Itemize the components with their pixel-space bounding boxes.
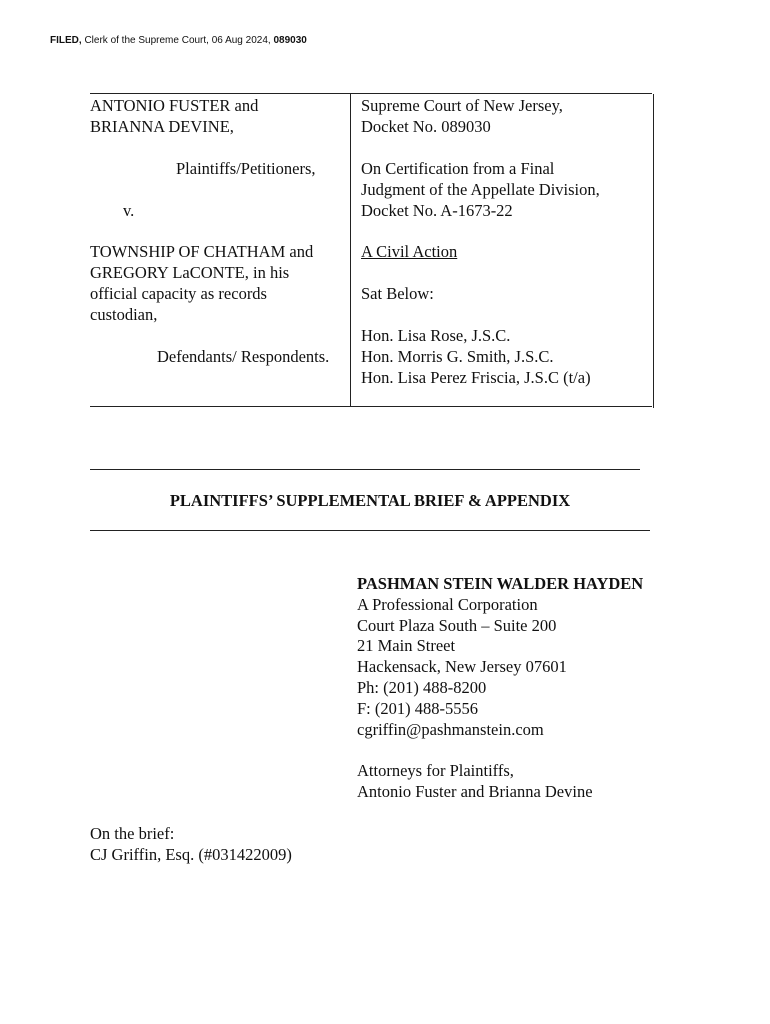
defendant-line-4: custodian, xyxy=(90,305,158,324)
filing-stamp xyxy=(50,35,307,46)
attorneys-for-line-2: Antonio Fuster and Brianna Devine xyxy=(357,781,593,801)
action-type: A Civil Action xyxy=(361,242,458,261)
attorneys-for-line-1: Attorneys for Plaintiffs, xyxy=(357,761,514,781)
firm-phone: Ph: (201) 488-8200 xyxy=(357,677,487,697)
plaintiffs-role: Plaintiffs/Petitioners, xyxy=(176,159,316,178)
firm-line-2: Court Plaza South – Suite 200 xyxy=(357,615,557,635)
firm-signature-block xyxy=(357,574,643,803)
firm-email: cgriffin@pashmanstein.com xyxy=(357,719,544,739)
judge-2: Hon. Morris G. Smith, J.S.C. xyxy=(361,347,554,366)
firm-line-1: A Professional Corporation xyxy=(357,594,538,614)
brief-title: PLAINTIFFS’ SUPPLEMENTAL BRIEF & APPENDIX xyxy=(169,491,571,510)
defendant-line-1: TOWNSHIP OF CHATHAM and xyxy=(90,242,314,261)
defendant-line-3: official capacity as records xyxy=(90,284,267,303)
plaintiff-line-2: BRIANNA DEVINE, xyxy=(90,117,234,136)
certification-line-2: Judgment of the Appellate Division, xyxy=(361,180,600,199)
judge-1: Hon. Lisa Rose, J.S.C. xyxy=(361,326,511,345)
sat-below-label: Sat Below: xyxy=(361,284,434,303)
firm-name: PASHMAN STEIN WALDER HAYDEN xyxy=(357,574,644,593)
versus: v. xyxy=(123,201,135,220)
title-rule-bottom xyxy=(90,530,650,531)
firm-fax: F: (201) 488-5556 xyxy=(357,698,478,718)
caption-right-border xyxy=(653,94,654,408)
defendant-line-2: GREGORY LaCONTE, in his xyxy=(90,263,290,282)
caption-divider xyxy=(350,94,351,406)
court-line-1: Supreme Court of New Jersey, xyxy=(361,96,563,115)
filed-docket-ref: 089030 xyxy=(273,35,307,46)
on-the-brief-block xyxy=(90,823,292,865)
defendants-role: Defendants/ Respondents. xyxy=(157,347,330,366)
title-rule-top xyxy=(90,469,640,470)
on-brief-label: On the brief: xyxy=(90,824,175,843)
firm-spacer xyxy=(357,740,643,761)
plaintiff-line-1: ANTONIO FUSTER and xyxy=(90,96,259,115)
firm-line-3: 21 Main Street xyxy=(357,636,456,656)
certification-line-3: Docket No. A-1673-22 xyxy=(361,201,513,220)
on-brief-attorney: CJ Griffin, Esq. (#031422009) xyxy=(90,845,292,864)
judge-3: Hon. Lisa Perez Friscia, J.S.C (t/a) xyxy=(361,368,591,387)
certification-line-1: On Certification from a Final xyxy=(361,159,555,178)
filed-label: FILED, xyxy=(50,35,82,46)
court-line-2: Docket No. 089030 xyxy=(361,117,491,136)
firm-line-4: Hackensack, New Jersey 07601 xyxy=(357,657,567,677)
case-caption xyxy=(90,93,652,407)
filed-text: Clerk of the Supreme Court, 06 Aug 2024, xyxy=(81,35,274,46)
